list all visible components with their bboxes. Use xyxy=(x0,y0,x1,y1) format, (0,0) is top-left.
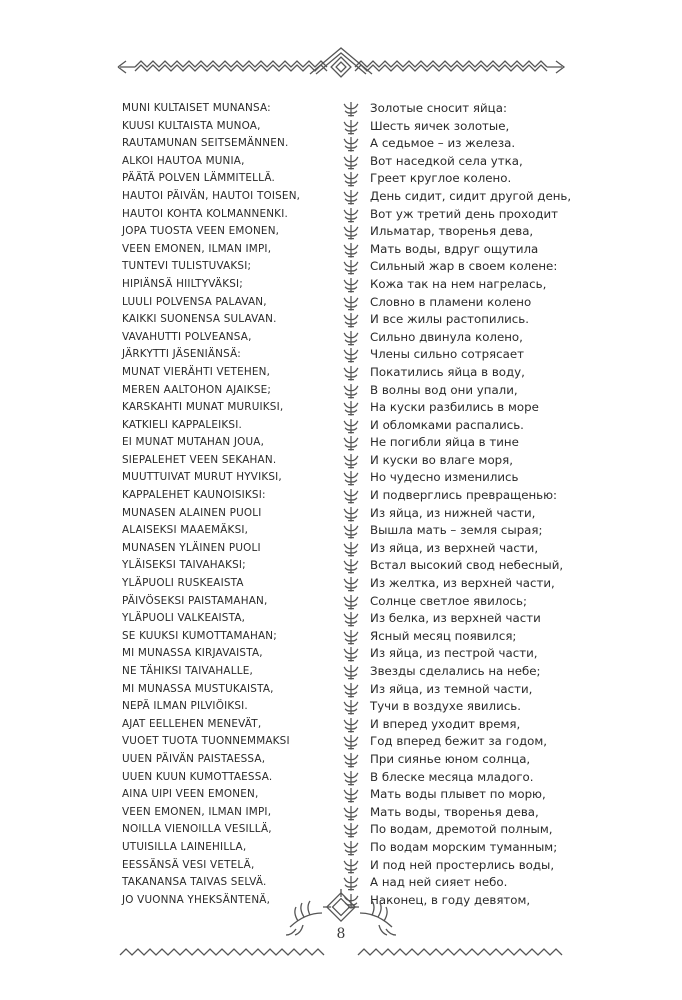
tulip-ornament-icon xyxy=(340,434,362,452)
tulip-ornament-icon xyxy=(340,329,362,347)
tulip-ornament-icon xyxy=(340,857,362,875)
finnish-verse-line: AJAT EELLEHEN MENEVÄT, xyxy=(122,717,262,730)
finnish-verse-line: VEEN EMONEN, ILMAN IMPI, xyxy=(122,242,272,255)
tulip-ornament-icon xyxy=(340,188,362,206)
tulip-ornament-icon xyxy=(340,821,362,839)
russian-verse-line: Звезды сделались на небе; xyxy=(370,664,541,678)
russian-verse-line: В волны вод они упали, xyxy=(370,382,518,397)
russian-verse-line: День сидит, сидит другой день, xyxy=(370,188,572,203)
finnish-verse-line: SE KUUKSI KUMOTTAMAHAN; xyxy=(122,629,277,642)
russian-verse-line: Словно в пламени колено xyxy=(370,294,532,309)
russian-verse-line: И подверглись превращенью: xyxy=(370,488,558,503)
finnish-verse-line: KARSKAHTI MUNAT MURUIKSI, xyxy=(122,401,284,414)
finnish-verse-line: UTUISILLA LAINEHILLA, xyxy=(122,840,247,853)
finnish-verse-line: KAIKKI SUONENSA SULAVAN. xyxy=(122,313,277,326)
russian-verse-line: Ясный месяц появился; xyxy=(370,628,517,643)
tulip-ornament-icon xyxy=(340,698,362,716)
finnish-verse-line: PÄIVÖSEKSI PAISTAMAHAN, xyxy=(122,594,268,607)
tulip-ornament-icon xyxy=(340,346,362,364)
russian-text-column xyxy=(370,100,570,909)
russian-verse-line: По водам морским туманным; xyxy=(370,839,558,854)
finnish-verse-line: EESSÄNSÄ VESI VETELÄ, xyxy=(122,858,255,871)
russian-verse-line: Ильматар, творенья дева, xyxy=(370,224,534,239)
tulip-ornament-icon xyxy=(340,241,362,259)
russian-verse-line: Сильный жар в своем колене: xyxy=(370,259,558,274)
finnish-verse-line: JOPA TUOSTA VEEN EMONEN, xyxy=(122,225,280,238)
russian-verse-line: Мать воды, вдруг ощутила xyxy=(370,241,539,256)
finnish-verse-line: MEREN AALTOHON AJAIKSE; xyxy=(122,383,272,396)
russian-verse-line: Вышла мать – земля сырая; xyxy=(370,523,543,538)
finnish-verse-line: HAUTOI KOHTA KOLMANNENKI. xyxy=(122,207,288,220)
finnish-verse-line: KATKIELI KAPPALEIKSI. xyxy=(122,418,242,431)
finnish-verse-line: MUUTTUIVAT MURUT HYVIKSI, xyxy=(122,471,282,484)
finnish-verse-line: UUEN PÄIVÄN PAISTAESSA, xyxy=(122,752,266,765)
tulip-ornament-icon xyxy=(340,276,362,294)
tulip-ornament-icon xyxy=(340,258,362,276)
russian-verse-line: Но чудесно изменились xyxy=(370,470,519,485)
finnish-verse-line: AINA UIPI VEEN EMONEN, xyxy=(122,788,259,801)
russian-verse-line: Из яйца, из темной части, xyxy=(370,681,533,696)
finnish-verse-line: MUNAT VIERÄHTI VETEHEN, xyxy=(122,365,271,378)
russian-verse-line: Члены сильно сотрясает xyxy=(370,347,524,362)
russian-verse-line: Солнце светлое явилось; xyxy=(370,593,527,608)
finnish-verse-line: MI MUNASSA KIRJAVAISTA, xyxy=(122,647,263,660)
finnish-verse-line: YLÄPUOLI VALKEAISTA, xyxy=(122,612,246,625)
russian-verse-line: Шесть яичек золотые, xyxy=(370,118,510,133)
russian-verse-line: Мать воды, творенья дева, xyxy=(370,804,539,819)
russian-verse-line: И обломками распались. xyxy=(370,417,524,432)
russian-verse-line: И куски во влаге моря, xyxy=(370,452,514,467)
russian-verse-line: При сиянье юном солнца, xyxy=(370,751,531,766)
tulip-ornament-icon xyxy=(340,364,362,382)
russian-verse-line: Из яйца, из нижней части, xyxy=(370,505,536,520)
finnish-text-column xyxy=(122,100,332,909)
finnish-verse-line: ALKOI HAUTOA MUNIA, xyxy=(122,154,245,167)
tulip-ornament-icon xyxy=(340,223,362,241)
tulip-ornament-icon xyxy=(340,751,362,769)
russian-verse-line: А над ней сияет небо. xyxy=(370,875,508,890)
tulip-ornament-icon xyxy=(340,135,362,153)
finnish-verse-line: MI MUNASSA MUSTUKAISTA, xyxy=(122,682,274,695)
russian-verse-line: Вот уж третий день проходит xyxy=(370,206,559,221)
tulip-ornament-icon xyxy=(340,206,362,224)
finnish-verse-line: ALAISEKSI MAAEMÄKSI, xyxy=(122,524,249,537)
finnish-verse-line: UUEN KUUN KUMOTTAESSA. xyxy=(122,770,273,783)
russian-verse-line: Из белка, из верхней части xyxy=(370,611,541,626)
russian-verse-line: На куски разбились в море xyxy=(370,400,539,415)
russian-verse-line: Из яйца, из верхней части, xyxy=(370,540,539,555)
tulip-ornament-icon xyxy=(340,540,362,558)
finnish-verse-line: NE TÄHIKSI TAIVAHALLE, xyxy=(122,665,253,677)
tulip-ornament-icon xyxy=(340,522,362,540)
russian-verse-line: Покатились яйца в воду, xyxy=(370,364,525,379)
tulip-ornament-icon xyxy=(340,716,362,734)
tulip-ornament-icon xyxy=(340,170,362,188)
finnish-verse-line: NEPÄ ILMAN PILVIÖIKSI. xyxy=(122,700,248,713)
finnish-verse-line: PÄÄTÄ POLVEN LÄMMITELLÄ. xyxy=(122,172,275,185)
tulip-ornament-icon xyxy=(340,417,362,435)
tulip-ornament-icon xyxy=(340,733,362,751)
russian-verse-line: Вот наседкой села утка, xyxy=(370,153,523,168)
tulip-ornament-icon xyxy=(340,628,362,646)
russian-verse-line: Не погибли яйца в тине xyxy=(370,435,519,450)
russian-verse-line: А седьмое – из железа. xyxy=(370,136,516,151)
tulip-ornament-icon xyxy=(340,294,362,312)
russian-verse-line: Сильно двинула колено, xyxy=(370,329,523,344)
russian-verse-line: Наконец, в году девятом, xyxy=(370,892,531,907)
finnish-verse-line: TUNTEVI TULISTUVAKSI; xyxy=(122,260,252,273)
finnish-verse-line: LUULI POLVENSA PALAVAN, xyxy=(122,295,267,308)
tulip-ornament-icon xyxy=(340,469,362,487)
russian-verse-line: И все жилы растопились. xyxy=(370,312,529,327)
tulip-ornament-icon xyxy=(340,505,362,523)
tulip-ornament-icon xyxy=(340,786,362,804)
tulip-ornament-icon xyxy=(340,487,362,505)
russian-verse-line: Золотые сносит яйца: xyxy=(370,101,507,115)
finnish-verse-line: VUOET TUOTA TUONNEMMAKSI xyxy=(122,735,290,748)
top-zigzag-ornament-icon xyxy=(0,40,682,94)
tulip-ornament-icon xyxy=(340,382,362,400)
russian-verse-line: И вперед уходит время, xyxy=(370,716,521,731)
tulip-ornament-icon xyxy=(340,100,362,118)
center-ornament-column xyxy=(340,100,362,909)
tulip-ornament-icon xyxy=(340,769,362,787)
finnish-verse-line: YLÄISEKSI TAIVAHAKSI; xyxy=(122,559,246,572)
tulip-ornament-icon xyxy=(340,153,362,171)
bottom-floral-ornament-icon xyxy=(0,875,682,965)
russian-verse-line: В блеске месяца младого. xyxy=(370,769,534,784)
russian-verse-line: Год вперед бежит за годом, xyxy=(370,734,548,749)
russian-verse-line: И под ней простерлись воды, xyxy=(370,857,555,872)
finnish-verse-line: NOILLA VIENOILLA VESILLÄ, xyxy=(122,823,272,836)
russian-verse-line: Греет круглое колено. xyxy=(370,171,512,186)
tulip-ornament-icon xyxy=(340,804,362,822)
finnish-verse-line: JO VUONNA YHEKSÄNTENÄ, xyxy=(122,893,271,906)
finnish-verse-line: SIEPALEHET VEEN SEKAHAN. xyxy=(122,453,277,466)
tulip-ornament-icon xyxy=(340,575,362,593)
tulip-ornament-icon xyxy=(340,839,362,857)
russian-verse-line: Тучи в воздухе явились. xyxy=(370,699,521,714)
tulip-ornament-icon xyxy=(340,118,362,136)
finnish-verse-line: JÄRKYTTI JÄSENIÄNSÄ: xyxy=(122,348,241,361)
finnish-verse-line: YLÄPUOLI RUSKEAISTA xyxy=(122,577,244,590)
russian-verse-line: Встал высокий свод небесный, xyxy=(370,558,564,573)
finnish-verse-line: HIPIÄNSÄ HIILTYVÄKSI; xyxy=(122,277,244,290)
tulip-ornament-icon xyxy=(340,645,362,663)
tulip-ornament-icon xyxy=(340,399,362,417)
russian-verse-line: Мать воды плывет по морю, xyxy=(370,787,546,802)
tulip-ornament-icon xyxy=(340,557,362,575)
russian-verse-line: Кожа так на нем нагрелась, xyxy=(370,276,547,291)
tulip-ornament-icon xyxy=(340,681,362,699)
tulip-ornament-icon xyxy=(340,311,362,329)
russian-verse-line: Из желтка, из верхней части, xyxy=(370,576,555,591)
finnish-verse-line: VEEN EMONEN, ILMAN IMPI, xyxy=(122,805,272,818)
page-number: 8 xyxy=(336,926,346,942)
finnish-verse-line: VAVAHUTTI POLVEANSA, xyxy=(122,330,252,343)
finnish-verse-line: HAUTOI PÄIVÄN, HAUTOI TOISEN, xyxy=(122,189,301,202)
finnish-verse-line: MUNASEN ALAINEN PUOLI xyxy=(122,506,262,519)
finnish-verse-line: KUUSI KULTAISTA MUNOA, xyxy=(122,119,261,132)
finnish-verse-line: TAKANANSA TAIVAS SELVÄ. xyxy=(122,876,267,889)
russian-verse-line: Из яйца, из пестрой части, xyxy=(370,646,538,661)
finnish-verse-line: EI MUNAT MUTAHAN JOUA, xyxy=(122,436,265,449)
finnish-verse-line: MUNASEN YLÄINEN PUOLI xyxy=(122,541,261,554)
tulip-ornament-icon xyxy=(340,452,362,470)
tulip-ornament-icon xyxy=(340,663,362,681)
finnish-verse-line: RAUTAMUNAN SEITSEMÄNNEN. xyxy=(122,137,289,150)
tulip-ornament-icon xyxy=(340,610,362,628)
finnish-verse-line: MUNI KULTAISET MUNANSA: xyxy=(122,102,271,114)
tulip-ornament-icon xyxy=(340,593,362,611)
russian-verse-line: По водам, дремотой полным, xyxy=(370,822,553,837)
finnish-verse-line: KAPPALEHET KAUNOISIKSI: xyxy=(122,489,266,502)
